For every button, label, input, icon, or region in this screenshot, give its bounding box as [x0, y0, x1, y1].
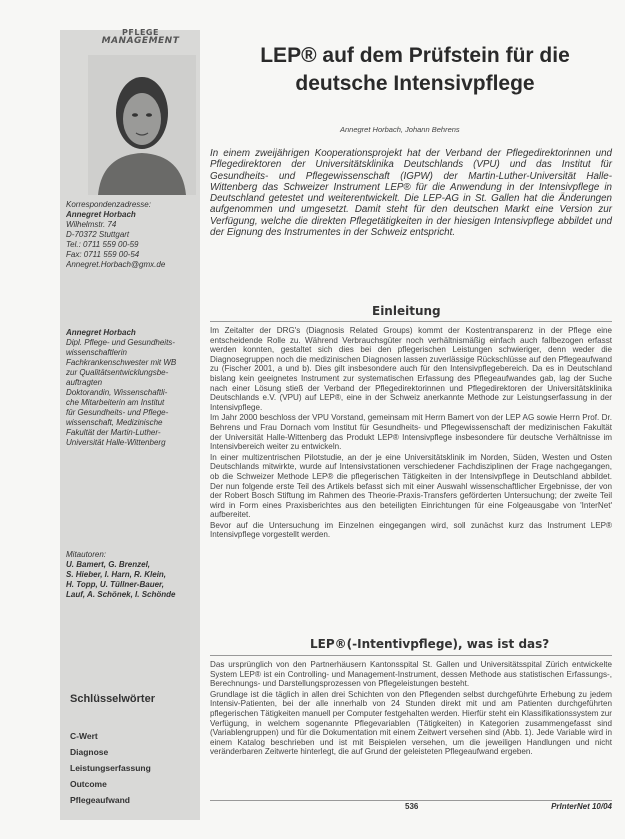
author-photo	[88, 55, 196, 195]
correspondence-email[interactable]: Annegret.Horbach@gmx.de	[66, 260, 166, 269]
section-heading-lep: LEP®(-Intentivpflege), was ist das?	[310, 637, 550, 651]
correspondence-street: Wilhelmstr. 74	[66, 220, 117, 229]
article-title	[215, 42, 615, 98]
bio-line: Fakultät der Martin-Luther-	[66, 428, 161, 437]
paragraph: Im Zeitalter der DRG's (Diagnosis Related Groups) kommt der Kostentransparenz in der Pflege eine entscheidende Rolle zu. Während Verbrauchsgüter noch verhältnismäßig einfach auch fallbezogen erfasst werden konnten, gestaltet sich dies bei den pflegerischen Leistungen schwieriger, denn weder die Diagnosegruppen noch die medizinischen Diagnosen lassen zuverlässige Rückschlüsse auf den Pflegeaufwand zu (Fischer 2001, a und b). Dies gilt insbesondere auch für den Intensivpflegebereich. Da es in Deutschland bislang kein geeignetes Instrument zur systematischen Erfassung des Pflegeaufwandes gab, lag der Suche nach einer Lösung stieß der Verband der Pflegedirektorinnen und Pflegedirektoren der Universitätsklinika Deutschlands e.V. (VPU) auf LEP®, eine in der Schweiz anerkannte Methode zur Leistungserfassung in der Intensivpflege.	[210, 326, 612, 412]
paragraph: In einer multizentrischen Pilotstudie, an der je eine Universitätsklinik im Norden, Süden, Westen und Osten Deutschlands mitwirkte, wurde auf Intensivstationen verschiedener Fachdisziplinen der Frage nachgegangen, ob die Schweizer Methode LEP® die pflegerischen Tätigkeiten in der Intensivpflege in Deutschland abbildet. Der nun folgende erste Teil des Artikels befasst sich mit einer Auswahl wissenschaftlicher Ergebnisse, der von der Robert Bosch Stiftung im Rahmen des Theorie-Praxis-Transfers geförderten Untersuchung; der zweite Teil wird in Form eines Praxisberichtes aus den beteiligten Einrichtungen für eine Folgeausgabe von 'InterNet' aufbereitet.	[210, 452, 612, 520]
contributors-block	[66, 550, 198, 600]
correspondence-city: D-70372 Stuttgart	[66, 230, 130, 239]
paragraph: Bevor auf die Untersuchung im Einzelnen eingegangen wird, soll zunächst kurz das Instrument LEP® Intensivpflege vorgestellt werden.	[210, 520, 612, 540]
section-divider	[210, 655, 612, 656]
keyword-item: C-Wert	[70, 731, 98, 741]
author-bio	[66, 328, 198, 448]
author-portrait-image	[88, 55, 196, 195]
keywords-heading: Schlüsselwörter	[70, 693, 155, 705]
keyword-item: Diagnose	[70, 747, 109, 757]
correspondence-fax: Fax: 0711 559 00-54	[66, 250, 140, 259]
title-line-2: deutsche Intensivpflege	[295, 72, 535, 95]
page-footer	[210, 802, 612, 816]
magazine-issue: PrInterNet 10/04	[551, 802, 612, 811]
contributors-line: S. Hieber, I. Harn, R. Klein,	[66, 570, 167, 579]
keywords-list	[70, 728, 151, 808]
paragraph: Im Jahr 2000 beschloss der VPU Vorstand, gemeinsam mit Herrn Bamert von der LEP AG sowie Herrn Prof. Dr. Behrens und Frau Dornach vom Institut für Gesundheits- und Pflegewissenschaft der medizinischen Fakultät der Universität Halle-Wittenberg das Produkt LEP® Intensivpflege insbesondere für deutsche Verhältnisse im Intensivbereich weiter zu entwickeln.	[210, 413, 612, 452]
title-line-1: LEP® auf dem Prüfstein für die	[260, 44, 570, 67]
bio-line: Universität Halle-Wittenberg	[66, 438, 166, 447]
contributors-label: Mitautoren:	[66, 550, 107, 559]
article-authors: Annegret Horbach, Johann Behrens	[340, 125, 460, 134]
bio-line: Dipl. Pflege- und Gesundheits-	[66, 338, 175, 347]
bio-line: zur Qualitätsentwicklungsbe-	[66, 368, 169, 377]
keyword-item: Outcome	[70, 779, 107, 789]
contributors-line: Lauf, A. Schönek, I. Schönde	[66, 590, 176, 599]
section-heading-einleitung: Einleitung	[372, 304, 441, 318]
bio-line: auftragten	[66, 378, 103, 387]
bio-line: che Mitarbeiterin am Institut	[66, 398, 165, 407]
correspondence-name: Annegret Horbach	[66, 210, 136, 219]
logo-line-2: MANAGEMENT	[101, 36, 180, 46]
bio-line: Doktorandin, Wissenschaftli-	[66, 388, 168, 397]
keyword-item: Pflegeaufwand	[70, 795, 130, 805]
correspondence-address	[66, 200, 198, 270]
bio-line: Fachkrankenschwester mit WB	[66, 358, 177, 367]
magazine-logo	[88, 28, 193, 46]
keyword-item: Leistungserfassung	[70, 763, 151, 773]
bio-line: wissenschaftlerin	[66, 348, 127, 357]
contributors-line: H. Topp, U. Tüllner-Bauer,	[66, 580, 164, 589]
article-intro: In einem zweijährigen Kooperationsprojekt hat der Verband der Pflegedirektorinnen und Pflegedirektoren der Universitätsklinika Deutschlands (VPU) und das Institut für Gesundheits- und Pflegewissenschaft (IGPW) der Martin-Luther-Universität Halle-Wittenberg das Schweizer Instrument LEP® für die Anwendung in der Intensivpflege in Deutschland getestet und weiterentwickelt. Die LEP-AG in St. Gallen hat die Änderungen aufgenommen und umgesetzt. Damit steht für den deutschen Markt eine Version zur Verfügung, welche die direkten Pflegetätigkeiten in der hiesigen Intensivpflege abbildet und der Eignung des Instrumentes in der Schweiz entspricht.	[210, 148, 612, 239]
bio-line: für Gesundheits- und Pflege-	[66, 408, 169, 417]
page-number: 536	[405, 802, 419, 811]
section-lep-body	[210, 660, 612, 758]
bio-line: wissenschaft, Medizinische	[66, 418, 163, 427]
section-divider	[210, 321, 612, 322]
footer-divider	[210, 800, 612, 801]
logo-line-1: PFLEGE	[122, 28, 159, 37]
contributors-line: U. Bamert, G. Brenzel,	[66, 560, 151, 569]
correspondence-label: Korrespondenzadresse:	[66, 200, 151, 209]
section-einleitung-body	[210, 326, 612, 541]
correspondence-tel: Tel.: 0711 559 00-59	[66, 240, 139, 249]
bio-name: Annegret Horbach	[66, 328, 136, 337]
paragraph: Grundlage ist die täglich in allen drei Schichten von den Pflegenden selbst durchgeführte Erhebung zu jedem Intensiv-Patienten, bei der alle innerhalb von 24 Stunden direkt mit und am Patienten durchgeführten pflegerischen Tätigkeiten manuell per Computer festgehalten werden. Hierfür steht ein Klassifikationssystem zur Verfügung, in welchem sogenannte Pflegevariablen (Tätigkeiten) in Kategorien zusammengefasst sind (Variablengruppen) und für die Dokumentation mit einem Zeitwert versehen sind (Abb. 1). Jede Variable wird in einem Katalog beschrieben und ist mit Beispielen versehen, um die jeweiligen Handlungen und nicht veränderbaren Zeitwerte hinterlegt, die auf Grund der geleisteten Pflegeaufwand ergeben.	[210, 689, 612, 757]
paragraph: Das ursprünglich von den Partnerhäusern Kantonsspital St. Gallen und Universitätsspital Zürich entwickelte System LEP® ist ein Controlling- und Management-Instrument, dessen Methode aus statistischen Erfassungs-, Berechnungs- und Darstellungsprozessen von Pflegeleistungen besteht.	[210, 660, 612, 689]
